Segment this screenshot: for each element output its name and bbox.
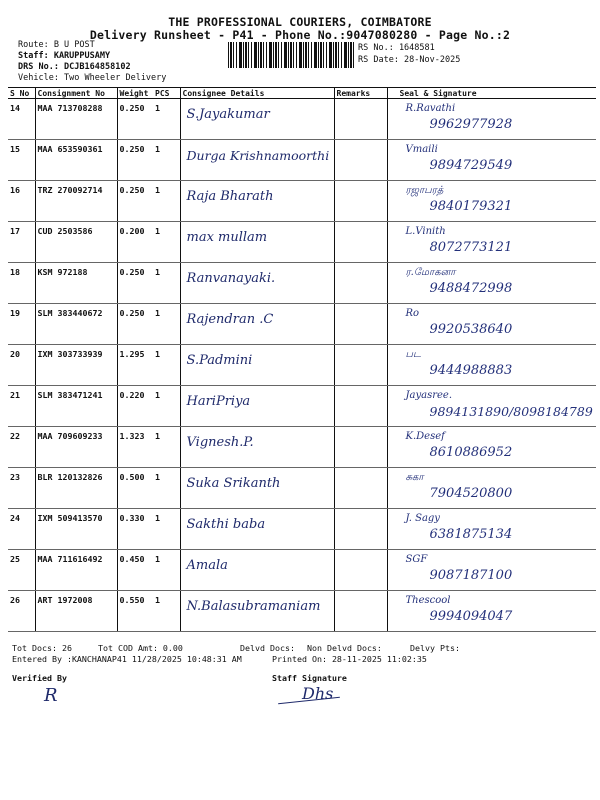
row-weight: 0.250 [117, 99, 153, 140]
receiver-phone: 8610886952 [429, 445, 513, 460]
row-remarks [334, 550, 387, 591]
row-sno: 17 [8, 222, 35, 263]
consignee-handwriting: S.Jayakumar [186, 107, 270, 122]
non-delivered-docs: Non Delvd Docs: [307, 643, 382, 653]
receiver-phone: 6381875134 [429, 527, 513, 542]
row-consignee [180, 222, 334, 263]
receiver-phone: 9087187100 [429, 568, 513, 583]
row-remarks [334, 386, 387, 427]
printed-on: Printed On: 28-11-2025 11:02:35 [272, 654, 427, 664]
total-docs: Tot Docs: 26 [12, 643, 72, 653]
row-pcs: 1 [153, 550, 180, 591]
consignee-handwriting: Ranvanayaki. [186, 271, 276, 286]
table-row [8, 468, 596, 509]
receiver-phone: 8072773121 [429, 240, 513, 255]
row-consignee [180, 140, 334, 181]
receiver-signature: சுகா [405, 472, 424, 483]
vehicle-label: Vehicle: Two Wheeler Delivery [18, 73, 167, 83]
row-consignment-no: IXM 303733939 [35, 345, 117, 386]
row-pcs: 1 [153, 509, 180, 550]
table-row [8, 509, 596, 550]
table-row [8, 181, 596, 222]
row-pcs: 1 [153, 591, 180, 632]
consignee-handwriting: HariPriya [186, 394, 251, 409]
consignee-handwriting: Rajendran .C [186, 312, 274, 327]
entered-by: Entered By :KANCHANAP41 11/28/2025 10:48:31 AM [12, 654, 242, 664]
receiver-phone: 9894729549 [429, 158, 513, 173]
row-sno: 19 [8, 304, 35, 345]
verified-signature: R [44, 685, 58, 706]
row-seal-signature [387, 468, 596, 509]
row-pcs: 1 [153, 263, 180, 304]
receiver-phone: 9994094047 [429, 609, 513, 624]
row-remarks [334, 591, 387, 632]
table-row [8, 550, 596, 591]
row-weight: 0.330 [117, 509, 153, 550]
row-remarks [334, 427, 387, 468]
receiver-phone: 9488472998 [429, 281, 513, 296]
staff-label: Staff: KARUPPUSAMY [18, 51, 111, 61]
row-pcs: 1 [153, 140, 180, 181]
row-remarks [334, 263, 387, 304]
row-consignment-no: ART 1972008 [35, 591, 117, 632]
row-consignee [180, 468, 334, 509]
row-consignment-no: SLM 383440672 [35, 304, 117, 345]
col-consignment: Consignment No [35, 88, 117, 99]
runsheet-table [8, 87, 596, 632]
staff-signature: Dhs [302, 684, 334, 703]
row-sno: 20 [8, 345, 35, 386]
barcode-image [228, 42, 354, 68]
row-sno: 14 [8, 99, 35, 140]
receiver-signature: ர.மோகனா [405, 267, 456, 278]
route-label: Route: B U POST [18, 40, 95, 50]
row-weight: 0.500 [117, 468, 153, 509]
row-sno: 16 [8, 181, 35, 222]
row-weight: 0.550 [117, 591, 153, 632]
col-consignee: Consignee Details [180, 88, 334, 99]
row-pcs: 1 [153, 99, 180, 140]
row-remarks [334, 468, 387, 509]
row-sno: 24 [8, 509, 35, 550]
row-remarks [334, 304, 387, 345]
receiver-signature: பட [405, 349, 421, 360]
table-row [8, 304, 596, 345]
staff-signature-label: Staff Signature [272, 673, 347, 683]
row-consignee [180, 386, 334, 427]
row-seal-signature [387, 304, 596, 345]
row-consignee [180, 181, 334, 222]
row-remarks [334, 140, 387, 181]
total-cod: Tot COD Amt: 0.00 [98, 643, 183, 653]
receiver-phone: 9962977928 [429, 117, 513, 132]
row-seal-signature [387, 386, 596, 427]
receiver-signature: Ro [405, 308, 420, 319]
row-consignee [180, 345, 334, 386]
col-sno: S No [8, 88, 35, 99]
row-weight: 0.250 [117, 304, 153, 345]
row-consignee [180, 550, 334, 591]
row-sno: 26 [8, 591, 35, 632]
row-consignee [180, 591, 334, 632]
row-weight: 0.220 [117, 386, 153, 427]
row-consignee [180, 263, 334, 304]
row-sno: 18 [8, 263, 35, 304]
table-row [8, 427, 596, 468]
receiver-phone: 7904520800 [429, 486, 513, 501]
table-header-row [8, 88, 596, 99]
consignee-handwriting: S.Padmini [186, 353, 253, 368]
rs-date: RS Date: 28-Nov-2025 [358, 55, 461, 65]
row-seal-signature [387, 427, 596, 468]
row-consignment-no: CUD 2503586 [35, 222, 117, 263]
row-sno: 25 [8, 550, 35, 591]
row-pcs: 1 [153, 468, 180, 509]
row-consignment-no: MAA 711616492 [35, 550, 117, 591]
row-weight: 1.323 [117, 427, 153, 468]
receiver-signature: Thescool [405, 595, 451, 606]
row-remarks [334, 99, 387, 140]
row-remarks [334, 345, 387, 386]
row-pcs: 1 [153, 181, 180, 222]
consignee-handwriting: Durga Krishnamoorthi [186, 148, 330, 163]
consignee-handwriting: Sakthi baba [186, 517, 266, 532]
receiver-signature: ரஜாபரத் [405, 185, 444, 196]
delivery-points: Delvy Pts: [410, 643, 460, 653]
receiver-phone: 9920538640 [429, 322, 513, 337]
row-seal-signature [387, 99, 596, 140]
row-weight: 0.200 [117, 222, 153, 263]
row-seal-signature [387, 181, 596, 222]
table-row [8, 386, 596, 427]
row-seal-signature [387, 591, 596, 632]
consignee-handwriting: max mullam [186, 230, 268, 245]
col-remarks: Remarks [334, 88, 387, 99]
row-weight: 0.250 [117, 263, 153, 304]
row-consignment-no: KSM 972188 [35, 263, 117, 304]
consignee-handwriting: Vignesh.P. [186, 435, 254, 450]
row-sno: 21 [8, 386, 35, 427]
row-consignment-no: BLR 120132826 [35, 468, 117, 509]
row-pcs: 1 [153, 345, 180, 386]
row-consignee [180, 427, 334, 468]
row-weight: 1.295 [117, 345, 153, 386]
delivered-docs: Delvd Docs: [240, 643, 295, 653]
row-pcs: 1 [153, 304, 180, 345]
consignee-handwriting: N.Balasubramaniam [186, 599, 321, 614]
table-row [8, 345, 596, 386]
receiver-signature: Jayasree. [405, 390, 453, 401]
receiver-signature: Vmaili [405, 144, 438, 155]
receiver-signature: K.Desef [405, 431, 445, 442]
row-weight: 0.250 [117, 140, 153, 181]
row-remarks [334, 181, 387, 222]
receiver-signature: L.Vinith [405, 226, 446, 237]
consignee-handwriting: Suka Srikanth [186, 476, 281, 491]
runsheet-subtitle: Delivery Runsheet - P41 - Phone No.:9047080280 - Page No.:2 [89, 28, 511, 42]
col-weight: Weight [117, 88, 153, 99]
receiver-phone: 9840179321 [429, 199, 513, 214]
consignee-handwriting: Amala [186, 558, 228, 573]
row-sno: 22 [8, 427, 35, 468]
row-seal-signature [387, 140, 596, 181]
row-seal-signature [387, 222, 596, 263]
table-row [8, 140, 596, 181]
receiver-signature: SGF [405, 554, 428, 565]
col-seal-signature: Seal & Signature [387, 88, 596, 99]
row-consignment-no: MAA 709609233 [35, 427, 117, 468]
row-consignee [180, 509, 334, 550]
row-seal-signature [387, 263, 596, 304]
row-weight: 0.450 [117, 550, 153, 591]
col-pcs: PCS [153, 88, 180, 99]
row-pcs: 1 [153, 427, 180, 468]
row-consignee [180, 304, 334, 345]
row-consignment-no: TRZ 270092714 [35, 181, 117, 222]
row-sno: 15 [8, 140, 35, 181]
row-seal-signature [387, 550, 596, 591]
table-row [8, 222, 596, 263]
row-weight: 0.250 [117, 181, 153, 222]
company-title: THE PROFESSIONAL COURIERS, COIMBATORE [168, 15, 432, 29]
table-row [8, 263, 596, 304]
row-pcs: 1 [153, 222, 180, 263]
row-remarks [334, 509, 387, 550]
row-consignment-no: IXM 509413570 [35, 509, 117, 550]
row-seal-signature [387, 345, 596, 386]
row-pcs: 1 [153, 386, 180, 427]
receiver-signature: R.Ravathi [405, 103, 456, 114]
row-consignment-no: MAA 713708288 [35, 99, 117, 140]
row-consignment-no: SLM 383471241 [35, 386, 117, 427]
row-consignment-no: MAA 653590361 [35, 140, 117, 181]
verified-by-label: Verified By [12, 673, 67, 683]
row-sno: 23 [8, 468, 35, 509]
table-row [8, 591, 596, 632]
rs-number: RS No.: 1648581 [358, 43, 435, 53]
receiver-phone: 9444988883 [429, 363, 513, 378]
row-seal-signature [387, 509, 596, 550]
table-row [8, 99, 596, 140]
consignee-handwriting: Raja Bharath [186, 189, 274, 204]
row-remarks [334, 222, 387, 263]
row-consignee [180, 99, 334, 140]
receiver-signature: J. Sagy [405, 513, 440, 524]
receiver-phone: 9894131890/8098184789 [429, 404, 593, 419]
drs-number: DRS No.: DCJB164858102 [18, 62, 131, 72]
